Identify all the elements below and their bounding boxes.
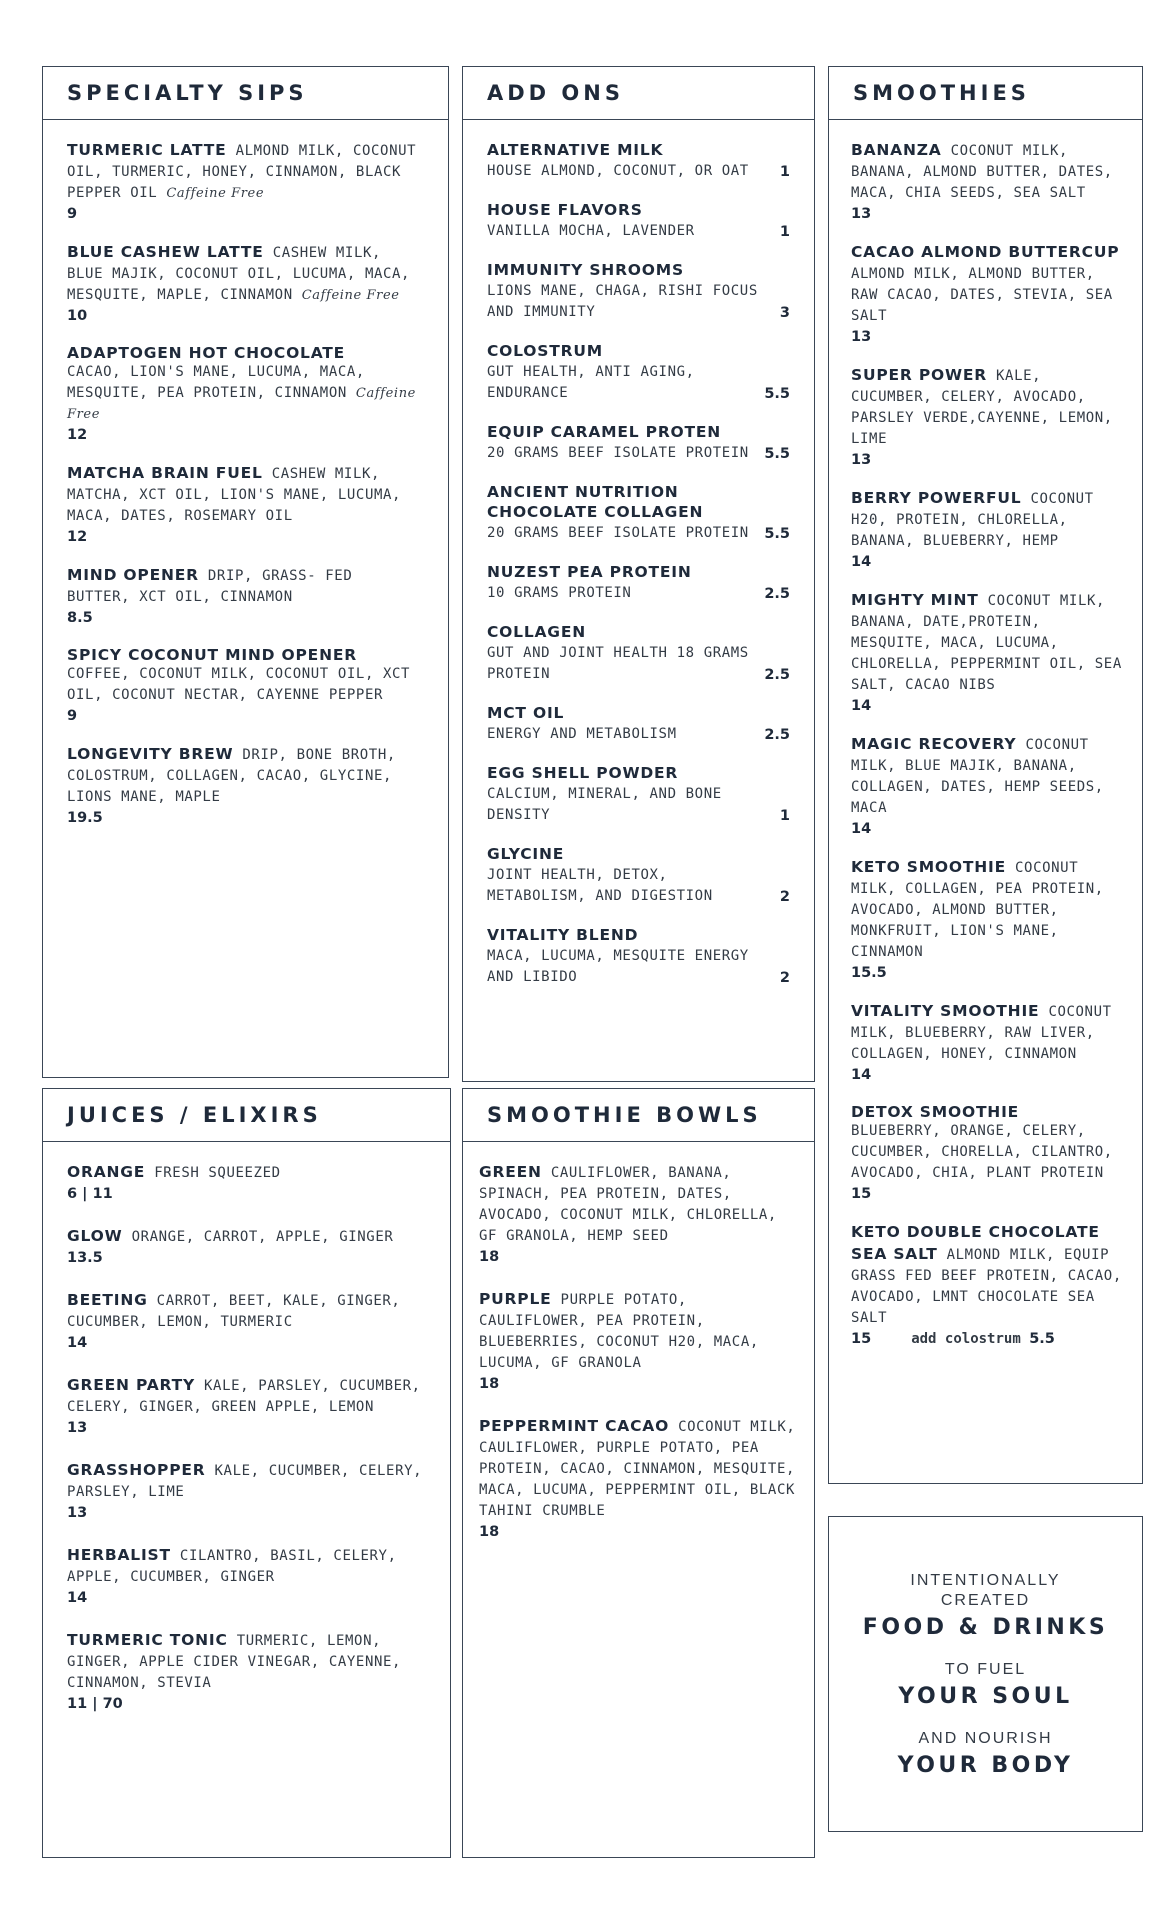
item-price: 10 <box>67 308 88 324</box>
item-desc: 20 GRAMS BEEF ISOLATE PROTEIN <box>487 445 749 461</box>
menu-item <box>67 463 424 547</box>
item-price: 2.5 <box>764 727 790 743</box>
item-desc: CASHEW MILK, MATCHA, XCT OIL, LION'S MANE, LUCUMA, MACA, DATES, ROSEMARY OIL <box>67 466 402 524</box>
menu-item <box>67 1630 426 1714</box>
item-desc: COCONUT MILK, BANANA, DATE,PROTEIN, MESQUITE, MACA, LUCUMA, CHLORELLA, PEPPERMINT OIL, SEA SALT, CACAO NIBS <box>851 593 1122 693</box>
menu-item <box>851 590 1130 716</box>
item-price: 15.5 <box>851 965 887 981</box>
item-desc: CILANTRO, BASIL, CELERY, APPLE, CUCUMBER, GINGER <box>67 1548 397 1585</box>
item-desc: DRIP, BONE BROTH, COLOSTRUM, COLLAGEN, CACAO, GLYCINE, LIONS MANE, MAPLE <box>67 747 396 805</box>
item-name: LONGEVITY BREW <box>67 745 234 763</box>
item-name: PURPLE <box>479 1290 552 1308</box>
item-name: GREEN PARTY <box>67 1376 195 1394</box>
item-desc: COCONUT MILK, BLUEBERRY, RAW LIVER, COLLAGEN, HONEY, CINNAMON <box>851 1004 1112 1062</box>
smoothie-bowls-title: SMOOTHIE BOWLS <box>463 1089 814 1142</box>
menu-item <box>67 1460 426 1523</box>
item-price: 12 <box>67 427 88 443</box>
item-desc: DRIP, GRASS- FED BUTTER, XCT OIL, CINNAMON <box>67 568 353 605</box>
item-desc: ALMOND MILK, ALMOND BUTTER, RAW CACAO, DATES, STEVIA, SEA SALT <box>851 266 1113 324</box>
item-price: 1 <box>779 224 790 240</box>
addon-item <box>487 200 790 242</box>
menu-item <box>851 488 1130 572</box>
tagline-your-body: YOUR BODY <box>897 1752 1074 1778</box>
menu-item <box>67 1290 426 1353</box>
add-ons-panel <box>462 66 815 1082</box>
menu-item <box>67 1226 426 1268</box>
item-note: Caffeine Free <box>67 386 416 422</box>
item-desc: HOUSE ALMOND, COCONUT, OR OAT <box>487 163 749 179</box>
menu-item <box>851 857 1130 983</box>
item-price: 11 | 70 <box>67 1696 123 1712</box>
item-name: DETOX SMOOTHIE <box>851 1103 1020 1121</box>
menu-item <box>67 744 424 828</box>
specialty-sips-panel <box>42 66 449 1078</box>
item-name: SPICY COCONUT MIND OPENER <box>67 646 357 664</box>
item-desc: 10 GRAMS PROTEIN <box>487 585 632 601</box>
item-desc: GUT HEALTH, ANTI AGING, ENDURANCE <box>487 364 695 401</box>
item-desc: CARROT, BEET, KALE, GINGER, CUCUMBER, LEMON, TURMERIC <box>67 1293 401 1330</box>
item-price: 13 <box>67 1420 88 1436</box>
item-price: 13.5 <box>67 1250 103 1266</box>
specialty-sips-title: SPECIALTY SIPS <box>43 67 448 120</box>
addon-item <box>487 482 790 544</box>
item-price: 9 <box>67 708 78 724</box>
item-price: 14 <box>67 1335 88 1351</box>
addon-item <box>487 622 790 685</box>
menu-item <box>67 1375 426 1438</box>
item-desc: ENERGY AND METABOLISM <box>487 726 677 742</box>
item-name: TURMERIC TONIC <box>67 1631 228 1649</box>
addon-item <box>487 562 790 604</box>
item-desc: GUT AND JOINT HEALTH 18 GRAMS PROTEIN <box>487 645 749 682</box>
item-name: BANANZA <box>851 141 942 159</box>
item-price: 9 <box>67 206 78 222</box>
item-name: KETO DOUBLE CHOCOLATE SEA SALT <box>851 1223 1100 1263</box>
menu-item <box>851 242 1130 347</box>
item-price: 18 <box>479 1249 500 1265</box>
item-name: MIND OPENER <box>67 566 199 584</box>
item-name: ORANGE <box>67 1163 146 1181</box>
item-price <box>851 1329 1130 1349</box>
item-price: 2.5 <box>764 586 790 602</box>
item-desc: CALCIUM, MINERAL, AND BONE DENSITY <box>487 786 722 823</box>
tagline-panel <box>828 1516 1143 1832</box>
item-price: 14 <box>851 821 872 837</box>
item-name: COLLAGEN <box>487 623 586 641</box>
menu-item <box>851 734 1130 839</box>
item-name: BERRY POWERFUL <box>851 489 1022 507</box>
item-desc: MACA, LUCUMA, MESQUITE ENERGY AND LIBIDO <box>487 948 749 985</box>
item-desc: KALE, CUCUMBER, CELERY, AVOCADO, PARSLEY VERDE,CAYENNE, LEMON, LIME <box>851 368 1113 447</box>
addon-item <box>487 763 790 826</box>
item-name: EGG SHELL POWDER <box>487 764 679 782</box>
item-desc: TURMERIC, LEMON, GINGER, APPLE CIDER VINEGAR, CAYENNE, CINNAMON, STEVIA <box>67 1633 402 1691</box>
item-name: HERBALIST <box>67 1546 171 1564</box>
item-price: 6 | 11 <box>67 1186 113 1202</box>
item-price: 14 <box>67 1590 88 1606</box>
tagline-line-2: CREATED <box>940 1591 1031 1609</box>
item-price: 18 <box>479 1524 500 1540</box>
item-name: GRASSHOPPER <box>67 1461 206 1479</box>
item-price: 12 <box>67 529 88 545</box>
addon-item <box>487 703 790 745</box>
smoothies-panel <box>828 66 1143 1484</box>
item-note: Caffeine Free <box>166 186 265 201</box>
item-desc: VANILLA MOCHA, LAVENDER <box>487 223 695 239</box>
item-name: VITALITY BLEND <box>487 926 639 944</box>
item-desc: 20 GRAMS BEEF ISOLATE PROTEIN <box>487 525 749 541</box>
item-price: 13 <box>67 1505 88 1521</box>
item-name: GLYCINE <box>487 845 565 863</box>
item-name: CACAO ALMOND BUTTERCUP <box>851 243 1120 261</box>
item-desc: COFFEE, COCONUT MILK, COCONUT OIL, XCT OIL, COCONUT NECTAR, CAYENNE PEPPER <box>67 666 411 703</box>
extra-price: 5.5 <box>1029 1331 1055 1347</box>
item-price-value: 15 <box>851 1331 872 1347</box>
item-name: BLUE CASHEW LATTE <box>67 243 264 261</box>
menu-item <box>67 242 424 326</box>
juices-panel <box>42 1088 451 1858</box>
item-name: GREEN <box>479 1163 542 1181</box>
item-name: MAGIC RECOVERY <box>851 735 1017 753</box>
item-price: 5.5 <box>764 386 790 402</box>
item-desc: JOINT HEALTH, DETOX, METABOLISM, AND DIGESTION <box>487 867 713 904</box>
tagline-line-4: TO FUEL <box>944 1660 1027 1678</box>
addon-item <box>487 844 790 907</box>
item-name: HOUSE FLAVORS <box>487 201 643 219</box>
item-desc: CACAO, LION'S MANE, LUCUMA, MACA, MESQUITE, PEA PROTEIN, CINNAMON <box>67 364 365 401</box>
juices-title: JUICES / ELIXIRS <box>43 1089 450 1142</box>
menu-item <box>851 1001 1130 1085</box>
item-name: NUZEST PEA PROTEIN <box>487 563 692 581</box>
item-desc: ORANGE, CARROT, APPLE, GINGER <box>131 1229 394 1245</box>
item-price: 15 <box>851 1186 872 1202</box>
menu-item <box>851 1103 1130 1204</box>
item-name: BEETING <box>67 1291 148 1309</box>
menu-item <box>67 140 424 224</box>
add-colostrum-extra <box>911 1331 1055 1347</box>
tagline-line-6: AND NOURISH <box>918 1729 1053 1747</box>
juices-list <box>43 1142 450 1714</box>
tagline-line-1: INTENTIONALLY <box>910 1571 1061 1589</box>
specialty-sips-list <box>43 120 448 828</box>
item-price: 2 <box>779 889 790 905</box>
item-desc: LIONS MANE, CHAGA, RISHI FOCUS AND IMMUNITY <box>487 283 758 320</box>
item-price: 2.5 <box>764 667 790 683</box>
add-ons-title: ADD ONS <box>463 67 814 120</box>
menu-item <box>67 1545 426 1608</box>
item-desc: COCONUT MILK, BANANA, ALMOND BUTTER, DATES, MACA, CHIA SEEDS, SEA SALT <box>851 143 1113 201</box>
item-name: ANCIENT NUTRITION CHOCOLATE COLLAGEN <box>487 483 704 521</box>
item-name: MATCHA BRAIN FUEL <box>67 464 263 482</box>
item-name: TURMERIC LATTE <box>67 141 227 159</box>
item-desc: ALMOND MILK, COCONUT OIL, TURMERIC, HONEY, CINNAMON, BLACK PEPPER OIL <box>67 143 417 201</box>
menu-item <box>479 1416 798 1542</box>
item-name: VITALITY SMOOTHIE <box>851 1002 1040 1020</box>
addon-item <box>487 925 790 988</box>
menu-item <box>479 1162 798 1267</box>
item-desc: BLUEBERRY, ORANGE, CELERY, CUCUMBER, CHORELLA, CILANTRO, AVOCADO, CHIA, PLANT PROTEIN <box>851 1123 1113 1181</box>
smoothies-list <box>829 120 1142 1349</box>
item-desc: COCONUT MILK, BLUE MAJIK, BANANA, COLLAGEN, DATES, HEMP SEEDS, MACA <box>851 737 1104 816</box>
item-price: 3 <box>779 305 790 321</box>
menu-item <box>67 1162 426 1204</box>
item-price: 19.5 <box>67 810 103 826</box>
item-price: 5.5 <box>764 526 790 542</box>
item-name: COLOSTRUM <box>487 342 603 360</box>
item-desc: COCONUT MILK, COLLAGEN, PEA PROTEIN, AVOCADO, ALMOND BUTTER, MONKFRUIT, LION'S MANE, CINNAMON <box>851 860 1104 960</box>
item-desc: KALE, CUCUMBER, CELERY, PARSLEY, LIME <box>67 1463 423 1500</box>
item-name: ALTERNATIVE MILK <box>487 141 664 159</box>
item-price: 14 <box>851 698 872 714</box>
item-price: 14 <box>851 554 872 570</box>
item-desc: CASHEW MILK, BLUE MAJIK, COCONUT OIL, LUCUMA, MACA, MESQUITE, MAPLE, CINNAMON <box>67 245 411 303</box>
item-name: PEPPERMINT CACAO <box>479 1417 670 1435</box>
smoothies-title: SMOOTHIES <box>829 67 1142 120</box>
item-note: Caffeine Free <box>301 288 400 303</box>
menu-item <box>67 565 424 628</box>
item-price: 13 <box>851 206 872 222</box>
tagline-your-soul: YOUR SOUL <box>898 1683 1073 1709</box>
add-ons-list <box>463 120 814 988</box>
menu-item <box>479 1289 798 1394</box>
item-name: ADAPTOGEN HOT CHOCOLATE <box>67 344 346 362</box>
tagline-food-drinks: FOOD & DRINKS <box>862 1614 1109 1640</box>
item-desc: COCONUT H20, PROTEIN, CHLORELLA, BANANA, BLUEBERRY, HEMP <box>851 491 1094 549</box>
item-name: KETO SMOOTHIE <box>851 858 1006 876</box>
item-price: 8.5 <box>67 610 93 626</box>
item-desc: PURPLE POTATO, CAULIFLOWER, PEA PROTEIN, BLUEBERRIES, COCONUT H20, MACA, LUCUMA, GF GRANOLA <box>479 1292 759 1371</box>
addon-item <box>487 422 790 464</box>
menu-item <box>851 1222 1130 1349</box>
item-desc: ALMOND MILK, EQUIP GRASS FED BEEF PROTEIN, CACAO, AVOCADO, LMNT CHOCOLATE SEA SALT <box>851 1247 1122 1326</box>
item-name: SUPER POWER <box>851 366 987 384</box>
item-price: 13 <box>851 329 872 345</box>
smoothie-bowls-panel <box>462 1088 815 1858</box>
menu-item <box>851 140 1130 224</box>
menu-item <box>67 344 424 445</box>
item-price: 13 <box>851 452 872 468</box>
item-name: EQUIP CARAMEL PROTEN <box>487 423 722 441</box>
item-price: 1 <box>779 164 790 180</box>
item-price: 5.5 <box>764 446 790 462</box>
addon-item <box>487 260 790 323</box>
item-desc: FRESH SQUEEZED <box>154 1165 281 1181</box>
item-desc: COCONUT MILK, CAULIFLOWER, PURPLE POTATO, PEA PROTEIN, CACAO, CINNAMON, MESQUITE, MACA, LUCUMA, PEPPERMINT OIL, BLACK TAHINI CRUMBLE <box>479 1419 796 1519</box>
addon-item <box>487 140 790 182</box>
item-name: IMMUNITY SHROOMS <box>487 261 684 279</box>
menu-item <box>851 365 1130 470</box>
smoothie-bowls-list <box>463 1142 814 1542</box>
menu-item <box>67 646 424 726</box>
item-name: MIGHTY MINT <box>851 591 979 609</box>
item-price: 2 <box>779 970 790 986</box>
item-name: GLOW <box>67 1227 123 1245</box>
item-price: 1 <box>779 808 790 824</box>
item-price: 14 <box>851 1067 872 1083</box>
item-price: 18 <box>479 1376 500 1392</box>
item-name: MCT OIL <box>487 704 565 722</box>
addon-item <box>487 341 790 404</box>
item-desc: KALE, PARSLEY, CUCUMBER, CELERY, GINGER, GREEN APPLE, LEMON <box>67 1378 421 1415</box>
item-desc: CAULIFLOWER, BANANA, SPINACH, PEA PROTEIN, DATES, AVOCADO, COCONUT MILK, CHLORELLA, GF GRANOLA, HEMP SEED <box>479 1165 777 1244</box>
extra-label: add colostrum <box>911 1331 1021 1347</box>
